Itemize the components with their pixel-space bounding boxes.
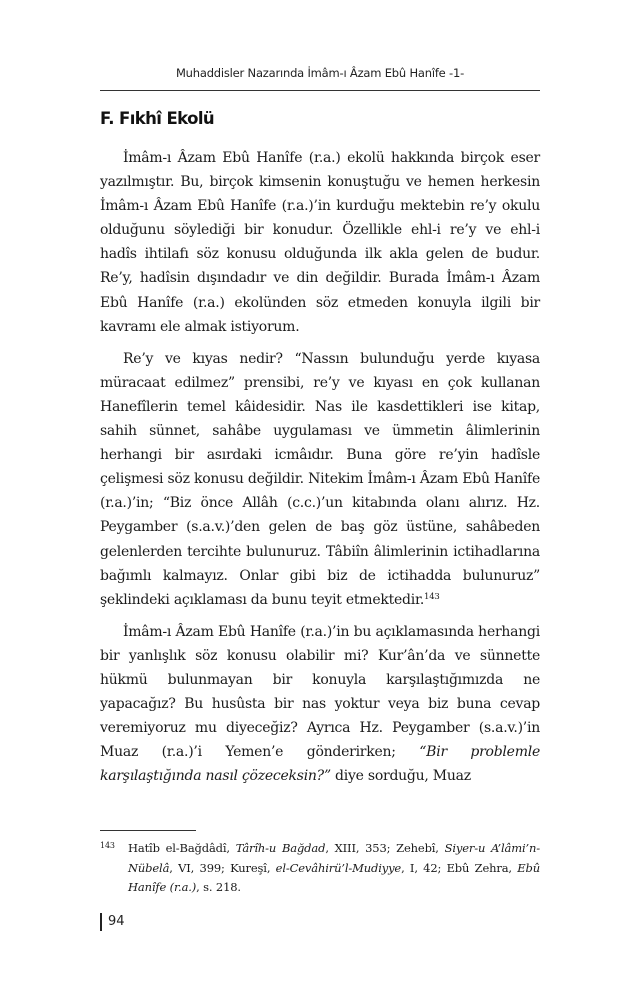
paragraph-3-text: İmâm-ı Âzam Ebû Hanîfe (r.a.)’in bu açıklamasında herhangi bir yanlışlık söz konusu olabilir mi? Kur’ân’da ve sünnette hükmü bulunmayan bir konuyla karşılaştığımızda ne yapacağız? Bu husûsta bir nas yoktur veya biz buna cevap veremiyoruz mu diyeceğiz? Ayrıca Hz. Peygamber (s.a.v.)’in Muaz (r.a.)’i Yemen’e gönderirken; (100, 623, 540, 761)
footnote-title: Siyer-u A’lâmi’n-Nübelâ (128, 841, 541, 875)
footnote-text (128, 839, 540, 898)
footnote-part: , VI, 399; Kureşî, (169, 860, 276, 875)
paragraph-2-text: Re’y ve kıyas nedir? “Nassın bulunduğu yerde kıyasa müracaat edilmez” prensibi, re’y ve kıyası en çok kullanan Hanefîlerin temel kâidesidir. Nas ile kasdettikleri ise kitap, sahih sünnet, sahâbe uygulaması ve ümmetin âlimlerinin herhangi bir asırdaki icmâıdır. Buna göre re’yin hadîsle çelişmesi söz konusu değildir. Nitekim İmâm-ı Âzam Ebû Hanîfe (r.a.)’in; “Biz önce Allâh (c.c.)’un kitabında olanı alırız. Hz. Peygamber (s.a.v.)’den gelen de baş göz üstüne, sahâbeden gelenlerden tercihte bulunuruz. Tâbiîn âlimlerinin ictihadlarına bağımlı kalmayız. Onlar gibi biz de ictihadda bulunuruz” şeklindeki açıklaması da bunu teyit etmektedir. (100, 350, 540, 608)
paragraph-3 (100, 620, 540, 789)
footnote-part: , s. 218. (196, 880, 241, 894)
footnote-number: 143 (100, 841, 115, 850)
footnote (100, 839, 540, 898)
paragraph-3-end: diye sorduğu, Muaz (330, 768, 471, 785)
paragraph-1: İmâm-ı Âzam Ebû Hanîfe (r.a.) ekolü hakkında birçok eser yazılmıştır. Bu, birçok kimsenin konuştuğu ve hemen herkesin İmâm-ı Âzam Ebû Hanîfe (r.a.)’in kurduğu mektebin re’y okulu olduğunu söylediği bir konudur. Özellikle ehl-i re’y ve ehl-i hadîs ihtilafı söz konusu olduğunda ilk akla gelen de budur. Re’y, hadîsin dışındadır ve din değildir. Burada İmâm-ı Âzam Ebû Hanîfe (r.a.) ekolünden söz etmeden konuyla ilgili bir kavramı ele almak istiyorum. (100, 150, 540, 335)
page-number: 94 (108, 914, 125, 929)
paragraph-2 (100, 347, 540, 612)
footnote-part: , XIII, 353; Zehebî, (325, 841, 445, 855)
paragraph-3-quote: “Bir problemle karşılaştığında nasıl çözeceksin?” (100, 744, 540, 785)
footnote-ref: 143 (424, 591, 440, 602)
section-title: F. Fıkhî Ekolü (100, 109, 215, 128)
footnote-part: Hatîb el-Bağdâdî, (128, 841, 236, 855)
running-head: Muhaddisler Nazarında İmâm-ı Âzam Ebû Hanîfe -1- (175, 66, 465, 80)
header-rule (100, 90, 540, 91)
footnote-part: , I, 42; Ebû Zehra, (401, 860, 518, 875)
folio-bar (100, 913, 102, 931)
body-text (100, 146, 540, 788)
footnote-title: el-Cevâhirü’l-Mudiyye (275, 860, 402, 875)
footnote-rule (100, 830, 196, 831)
footnote-title: Ebû Hanîfe (r.a.) (128, 860, 540, 894)
footnote-title: Târîh-u Bağdad (235, 841, 326, 855)
